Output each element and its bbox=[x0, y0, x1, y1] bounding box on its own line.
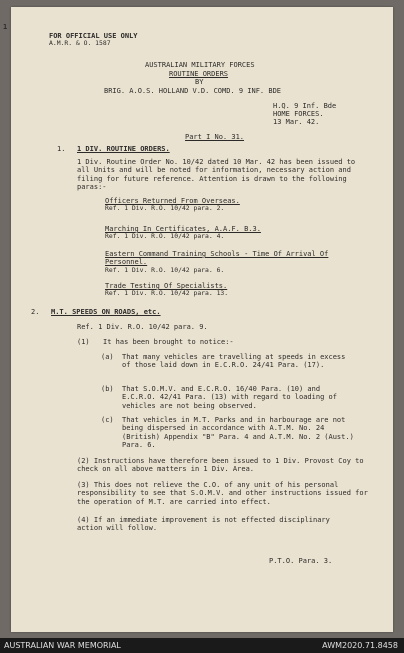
item-3 bbox=[105, 250, 361, 274]
hq-date: 13 Mar. 42. bbox=[273, 118, 320, 126]
sub-a-text: That many vehicles are travelling at speeds in excess of those laid down in E.C.R.O. 24/41 Para. (17). bbox=[122, 353, 346, 370]
footer-institution: AUSTRALIAN WAR MEMORIAL bbox=[4, 641, 121, 650]
item-2-ref: Ref. 1 Div. R.O. 10/42 para. 4. bbox=[105, 232, 225, 241]
title-line-4: BRIG. A.O.S. HOLLAND V.D. COMD. 9 INF. BDE bbox=[104, 87, 282, 95]
sub-a-number: (a) bbox=[101, 353, 114, 361]
section-1-paragraph: 1 Div. Routine Order No. 10/42 dated 10 Mar. 42 has been issued to all Units and will be noted for information, necessary action and filing for future reference. Attention is drawn to the following paras:- bbox=[77, 158, 356, 192]
title-line-2: ROUTINE ORDERS bbox=[169, 70, 229, 78]
sub-c-number: (c) bbox=[101, 416, 114, 424]
item-2-title: Marching In Certificates, A.A.F. B.3. bbox=[105, 225, 261, 233]
section-2-number: 2. bbox=[31, 308, 40, 316]
section-2-reference: Ref. 1 Div. R.O. 10/42 para. 9. bbox=[77, 323, 208, 331]
item-4-ref: Ref. 1 Div. R.O. 10/42 para. 13. bbox=[105, 289, 229, 298]
hq-line-1: H.Q. 9 Inf. Bde bbox=[273, 102, 337, 110]
sub-1-text: It has been brought to notice:- bbox=[103, 338, 234, 346]
section-1-number: 1. bbox=[57, 145, 66, 153]
title-line-1: AUSTRALIAN MILITARY FORCES bbox=[145, 61, 255, 69]
document-page bbox=[3, 7, 393, 632]
section-2-heading: M.T. SPEEDS ON ROADS, etc. bbox=[51, 308, 161, 316]
order-reference: A.M.R. & O. 1587 bbox=[49, 39, 111, 47]
sub-b-number: (b) bbox=[101, 385, 114, 393]
section-1-heading: 1 DIV. ROUTINE ORDERS. bbox=[77, 145, 170, 153]
item-1-title: Officers Returned From Overseas. bbox=[105, 197, 240, 205]
margin-mark: 1 bbox=[3, 23, 8, 31]
item-4-title: Trade Testing Of Specialists. bbox=[105, 282, 228, 290]
item-3-title: Eastern Command Training Schools - Time Of Arrival Of Personnel. bbox=[105, 250, 329, 267]
official-use-label: FOR OFFICIAL USE ONLY bbox=[49, 32, 138, 40]
item-4 bbox=[105, 282, 367, 298]
item-1 bbox=[105, 197, 367, 213]
sub-b-text: That S.O.M.V. and E.C.R.O. 16/40 Para. (10) and E.C.R.O. 42/41 Para. (13) with regard to loading of vehicles are not being observed. bbox=[122, 385, 337, 410]
sub-2-text: (2) Instructions have therefore been issued to 1 Div. Provost Coy to check on all above matters in 1 Div. Area. bbox=[77, 457, 364, 474]
item-1-ref: Ref. 1 Div. R.O. 10/42 para. 2. bbox=[105, 204, 225, 213]
hq-line-2: HOME FORCES. bbox=[273, 110, 324, 118]
sub-1-number: (1) bbox=[77, 338, 90, 346]
item-2 bbox=[105, 225, 367, 241]
item-3-ref: Ref. 1 Div. R.O. 10/42 para. 6. bbox=[105, 265, 225, 274]
archive-footer bbox=[0, 638, 404, 653]
part-number: Part I No. 31. bbox=[185, 133, 245, 141]
sub-3-text: (3) This does not relieve the C.O. of any unit of his personal responsibility to see that S.O.M.V. and other instructions issued for the operation of M.T. are carried into effect. bbox=[77, 481, 368, 506]
sub-c-text: That vehicles in M.T. Parks and in harbourage are not being dispersed in accordance with A.T.M. No. 24 (British) Appendix "B" Para. 4 and A.T.M. No. 2 (Aust.) Para. 6. bbox=[122, 416, 354, 450]
title-line-3: BY bbox=[195, 78, 204, 86]
pto-note: P.T.O. Para. 3. bbox=[269, 557, 333, 565]
footer-accession-number: AWM2020.71.8458 bbox=[322, 641, 398, 650]
sub-4-text: (4) If an immediate improvement is not effected disciplinary action will follow. bbox=[77, 516, 330, 533]
